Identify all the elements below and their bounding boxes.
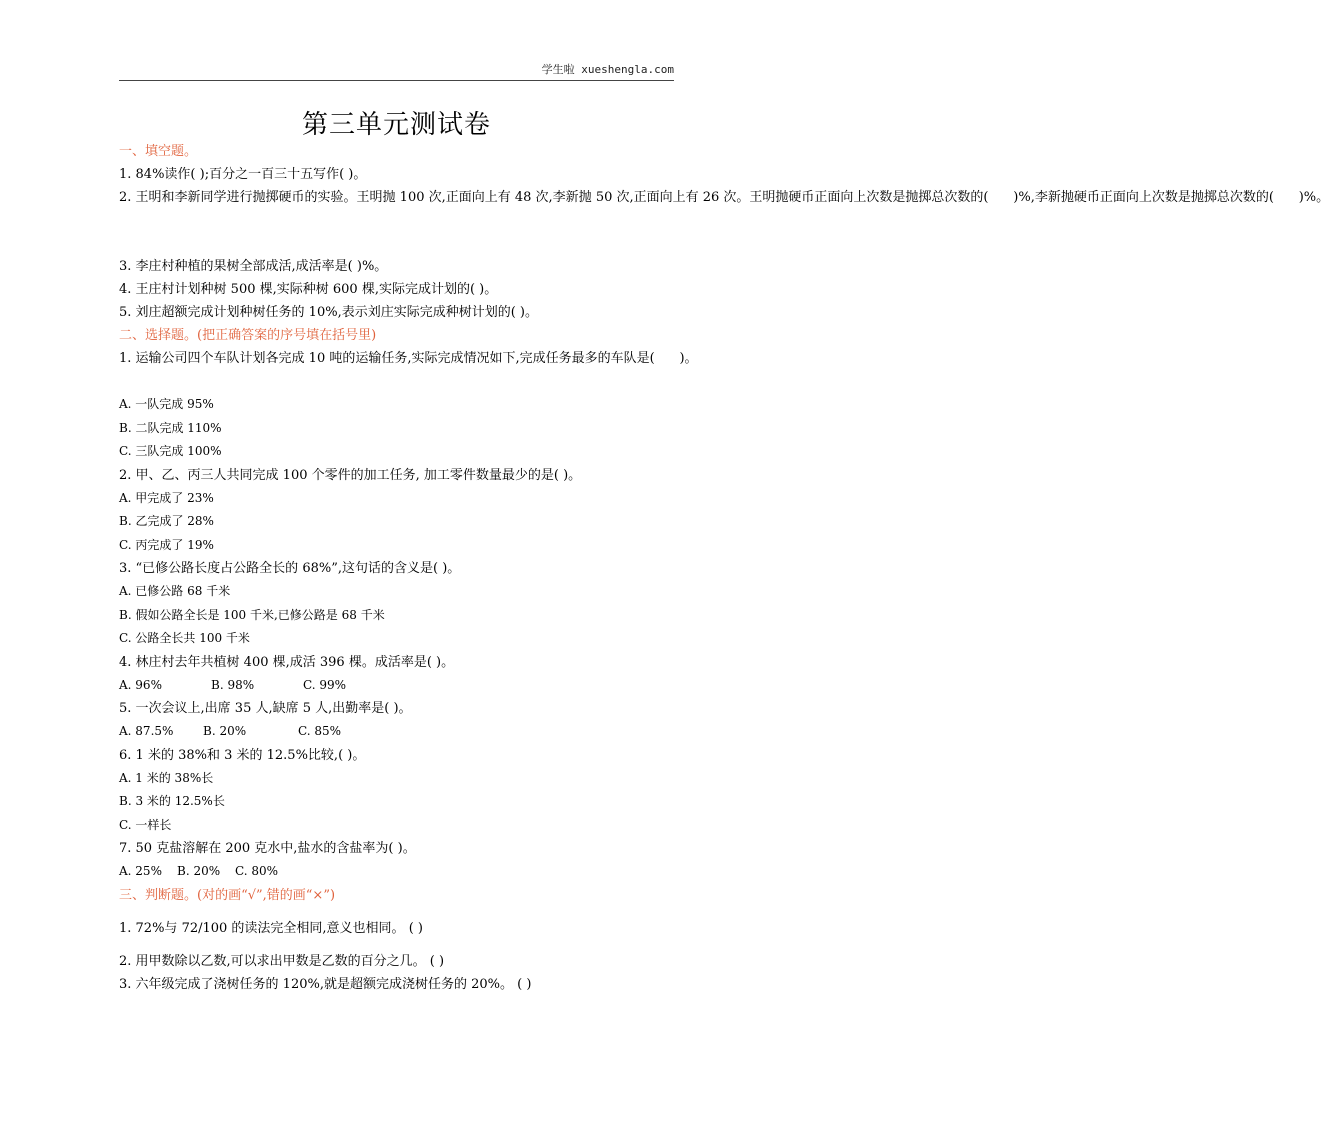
spacer: [119, 907, 679, 917]
option-2-3-a: A. 已修公路 68 千米: [119, 584, 231, 598]
option-2-3-b: B. 假如公路全长是 100 千米,已修公路是 68 千米: [119, 607, 385, 622]
options-2-5: [119, 720, 679, 744]
spacer: [119, 940, 679, 950]
options-2-7: [119, 860, 679, 884]
question-1-3: 3. 李庄村种植的果树全部成活,成活率是( )%。: [119, 259, 388, 274]
option-2-2-a: A. 甲完成了 23%: [119, 490, 214, 505]
option-2-4-c: C. 99%: [303, 677, 347, 692]
question-3-1: 1. 72%与 72/100 的读法完全相同,意义也相同。 ( ): [119, 920, 423, 936]
page-title: 第三单元测试卷: [301, 110, 491, 140]
option-2-4-b: B. 98%: [211, 677, 255, 692]
option-2-5-c: C. 85%: [298, 724, 342, 738]
exam-body: [119, 140, 1329, 996]
option-2-1-c: C. 三队完成 100%: [119, 444, 222, 458]
header-divider: [119, 80, 674, 81]
question-3-2: 2. 用甲数除以乙数,可以求出甲数是乙数的百分之几。 ( ): [119, 953, 445, 969]
question-2-1: 1. 运输公司四个车队计划各完成 10 吨的运输任务,实际完成情况如下,完成任务最多的车队是( )。: [119, 351, 698, 366]
option-2-1-b: B. 二队完成 110%: [119, 420, 222, 435]
option-2-5-b: B. 20%: [203, 724, 247, 738]
question-1-1: 1. 84%读作( );百分之一百三十五写作( )。: [119, 167, 367, 182]
question-2-7: 7. 50 克盐溶解在 200 克水中,盐水的含盐率为( )。: [119, 841, 416, 856]
question-2-2: 2. 甲、乙、丙三人共同完成 100 个零件的加工任务, 加工零件数量最少的是( )。: [119, 467, 582, 483]
question-2-6: 6. 1 米的 38%和 3 米的 12.5%比较,( )。: [119, 747, 366, 763]
option-2-3-c: C. 公路全长共 100 千米: [119, 631, 250, 645]
option-2-5-a: A. 87.5%: [119, 724, 174, 738]
option-2-2-b: B. 乙完成了 28%: [119, 514, 214, 528]
question-1-4: 4. 王庄村计划种树 500 棵,实际种树 600 棵,实际完成计划的( )。: [119, 282, 498, 297]
option-2-1-a: A. 一队完成 95%: [119, 397, 214, 411]
option-2-7-a: A. 25%: [119, 864, 162, 878]
options-2-4: [119, 674, 679, 698]
option-2-6-a: A. 1 米的 38%长: [119, 770, 214, 785]
option-2-4-a: A. 96%: [119, 677, 162, 692]
site-brand: 学生啦 xueshengla.com: [541, 63, 674, 76]
question-2-3: 3. “已修公路长度占公路全长的 68%”,这句话的含义是( )。: [119, 561, 461, 576]
section-fill-in-heading: 一、填空题。: [119, 144, 198, 159]
section-judge-heading: 三、判断题。(对的画“√”,错的画“×”): [119, 887, 336, 903]
option-2-7-b: B. 20%: [177, 864, 221, 878]
option-2-6-b: B. 3 米的 12.5%长: [119, 794, 225, 808]
option-2-7-c: C. 80%: [235, 864, 279, 878]
question-2-4: 4. 林庄村去年共植树 400 棵,成活 396 棵。成活率是( )。: [119, 654, 455, 670]
question-2-5: 5. 一次会议上,出席 35 人,缺席 5 人,出勤率是( )。: [119, 701, 412, 716]
option-2-6-c: C. 一样长: [119, 817, 172, 832]
option-2-2-c: C. 丙完成了 19%: [119, 537, 214, 552]
question-1-2: 2. 王明和李新同学进行抛掷硬币的实验。王明抛 100 次,正面向上有 48 次,李新抛 50 次,正面向上有 26 次。王明抛硬币正面向上次数是抛掷总次数的( )%,李新抛硬币正面向上次数是抛掷总次数的( )%。: [119, 190, 1329, 205]
question-1-5: 5. 刘庄超额完成计划种树任务的 10%,表示刘庄实际完成种树计划的( )。: [119, 305, 538, 320]
section-choice-heading: 二、选择题。(把正确答案的序号填在括号里): [119, 328, 377, 343]
question-3-3: 3. 六年级完成了浇树任务的 120%,就是超额完成浇树任务的 20%。 ( ): [119, 976, 532, 992]
